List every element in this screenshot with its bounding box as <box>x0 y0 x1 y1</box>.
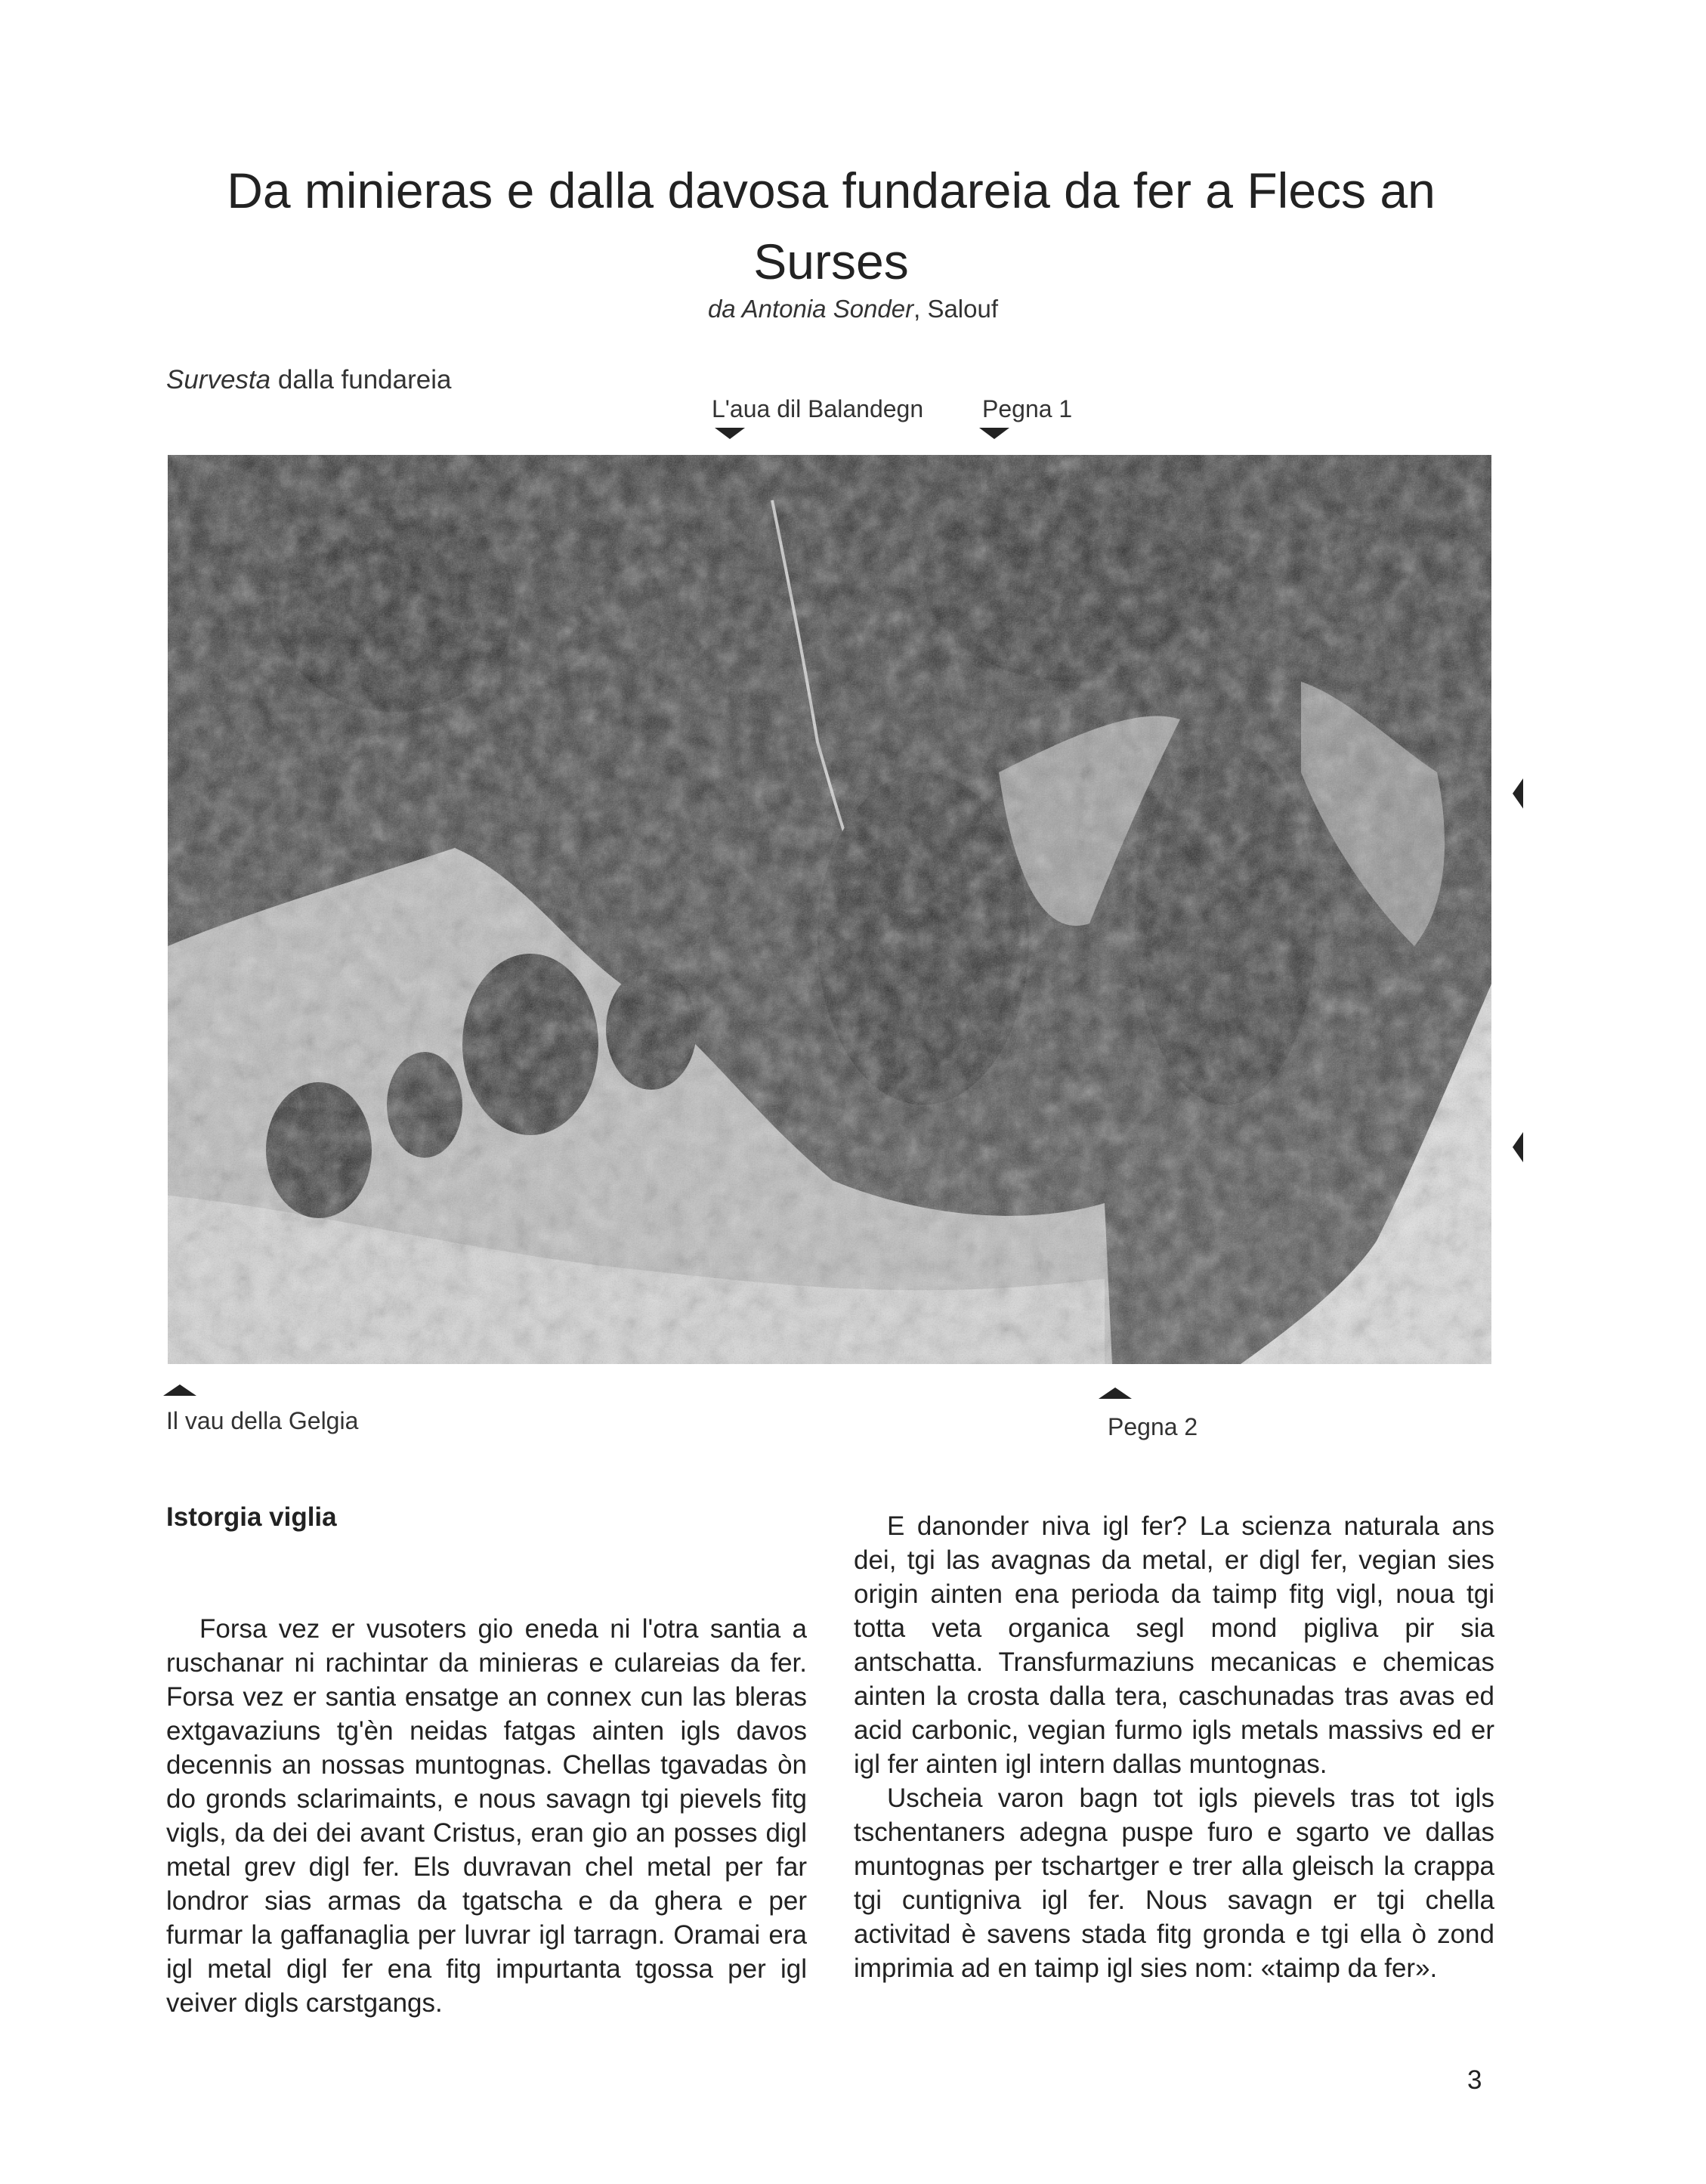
marker-down-icon <box>715 428 745 439</box>
marker-down-icon <box>979 428 1009 439</box>
label-pegna-1: Pegna 1 <box>982 395 1073 422</box>
label-vau-della-gelgia: Il vau della Gelgia <box>166 1407 359 1434</box>
label-pegna-2: Pegna 2 <box>1108 1413 1198 1440</box>
section-heading: Istorgia viglia <box>166 1502 337 1532</box>
byline-place: , Salouf <box>913 295 999 323</box>
caption-italic: Survesta <box>166 365 271 394</box>
page-number: 3 <box>1467 2065 1482 2095</box>
paragraph: E danonder niva igl fer? La scienza naturala ans dei, tgi las avagnas da metal, er digl fer, vegian sies origin ainten ena perioda da taimp fitg vigl, noua tgi totta veta organica segl mond pigliva pir sia antschatta. Transfurmaziuns mecanicas e chemicas ainten la crosta dalla tera, caschunadas tras avas ed acid carbonic, vegian furmo igls metals massivs ed er igl fer ainten igl intern dallas muntognas. <box>854 1511 1494 1779</box>
label-aua-dil-balandegn: L'aua dil Balandegn <box>712 395 924 422</box>
right-column <box>854 1509 1494 1985</box>
left-column <box>166 1612 807 2020</box>
aerial-photo <box>168 455 1491 1364</box>
photo-caption <box>166 365 451 395</box>
caption-rest: dalla fundareia <box>270 365 452 394</box>
article-title: Da minieras e dalla davosa fundareia da fer a Flecs an Surses <box>227 162 1436 289</box>
marker-left-icon <box>1513 778 1523 809</box>
byline <box>0 295 1706 323</box>
paragraph: Forsa vez er vusoters gio eneda ni l'otra santia a ruschanar ni rachintar da minieras e culareias da fer. Forsa vez er santia ensatge an connex cun las bleras extgavaziuns tg'èn neidas fatgas ainten igls davos decennis an nossas muntognas. Chellas tgavadas òn do gronds sclarimaints, e nous savagn tgi pievels fitg vigls, da dei dei avant Cristus, eran gio an posses digl metal grev digl fer. Els duvravan chel metal per far londror sias armas da tgatscha e da ghera e per furmar la gaffanaglia per luvrar igl tarragn. Oramai era igl metal digl fer ena fitg impurtanta tgossa per igl veiver digls carstgangs. <box>166 1614 807 2018</box>
marker-left-icon <box>1513 1132 1523 1162</box>
byline-author: da Antonia Sonder <box>707 295 914 323</box>
paragraph: Uscheia varon bagn tot igls pievels tras tot igls tschentaners adegna puspe furo e sgarto ve dallas muntognas per tschartger e trer alla gleisch la crappa tgi cuntigniva igl fer. Nous savagn er tgi chella activitad è savens stada fitg gronda e tgi ella ò zond imprimia ad en taimp igl sies nom: «taimp da fer». <box>854 1783 1494 1983</box>
marker-up-icon <box>1099 1387 1132 1399</box>
marker-up-icon <box>163 1384 196 1396</box>
